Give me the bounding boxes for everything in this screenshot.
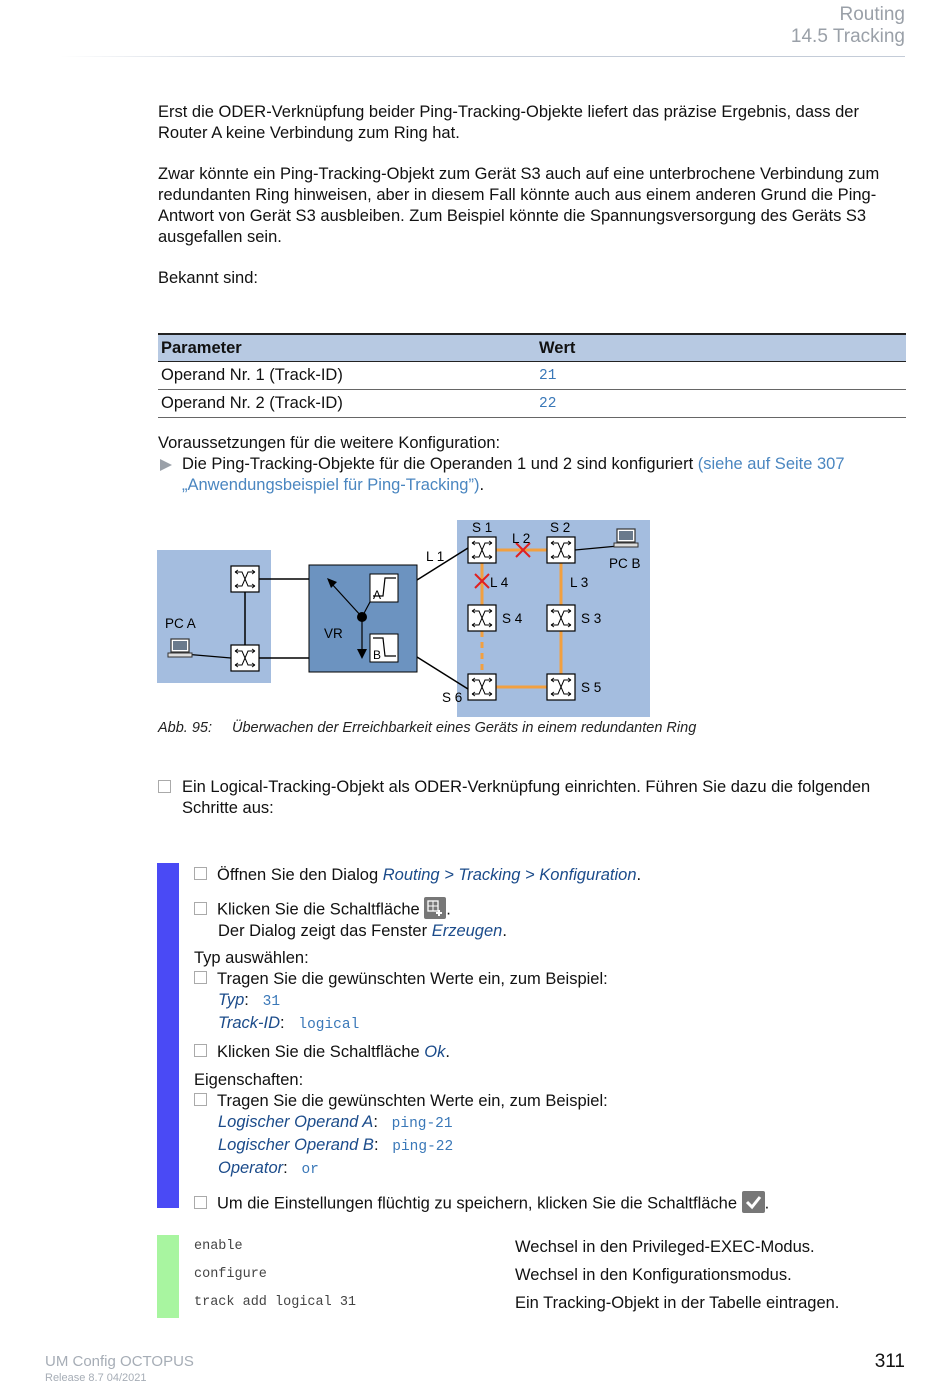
- cli-command: track add logical 31: [194, 1295, 357, 1310]
- label-pc-b: PC B: [609, 556, 641, 571]
- checkbox-icon: [194, 1196, 207, 1209]
- figure-caption-number: Abb. 95:: [158, 720, 213, 736]
- table-cell-value: 21: [536, 362, 906, 390]
- gui-step-enter-type: [194, 969, 894, 1036]
- switch-s4-icon: [468, 605, 496, 631]
- step-end: .: [764, 1194, 770, 1213]
- prereq-text: Die Ping-Tracking-Objekte für die Operanden 1 und 2 sind konfiguriert: [182, 455, 694, 473]
- field-typ: Typ: 31: [218, 991, 281, 1010]
- paragraph-intro: Erst die ODER-Verknüpfung beider Ping-Tracking-Objekte liefert das präzise Ergebnis, dass der Router A keine Verbindung zum Ring hat.: [158, 103, 859, 142]
- ok-button-name: Ok: [424, 1043, 446, 1061]
- prereq-link[interactable]: (siehe auf Seite 307 „Anwendungsbeispiel für Ping-Tracking”): [182, 455, 845, 494]
- prereq-end: .: [479, 476, 485, 494]
- cli-command: enable: [194, 1239, 243, 1254]
- label-l3: L 3: [570, 575, 589, 590]
- label-s3: S 3: [581, 611, 602, 626]
- cli-description: Wechsel in den Konfigurationsmodus.: [515, 1266, 792, 1284]
- step-end: .: [445, 1043, 450, 1061]
- gui-step-click-ok: [194, 1042, 894, 1063]
- step-end: .: [446, 900, 451, 919]
- field-operand-a: Logischer Operand A: ping-21: [218, 1113, 453, 1132]
- table-header-parameter: Parameter: [158, 334, 536, 362]
- step-end: .: [636, 866, 642, 884]
- field-value: ping-22: [392, 1139, 454, 1155]
- field-track-id: Track-ID: logical: [218, 1014, 360, 1033]
- cli-description: Ein Tracking-Objekt in der Tabelle eintragen.: [515, 1294, 840, 1312]
- checkbox-icon: [194, 971, 207, 984]
- field-label: Typ: [218, 991, 245, 1009]
- label-s1: S 1: [472, 520, 493, 535]
- step-text: Klicken Sie die Schaltfläche: [217, 1043, 425, 1061]
- label-vr: VR: [324, 626, 343, 641]
- paragraph-explanation: Zwar könnte ein Ping-Tracking-Objekt zum Gerät S3 auch auf eine unterbrochene Verbindung zum redundanten Ring hinweisen, aber in diesem Fall könnte auch aus einem anderen Grund die Ping-Antwort von Gerät S3 ausbleiben. Zum Beispiel könnte die Spannungsversorgung des Geräts S3 ausgefallen sein.: [158, 165, 880, 246]
- step-text: Um die Einstellungen flüchtig zu speichern, klicken Sie die Schaltfläche: [217, 1194, 742, 1213]
- checkbox-icon: [158, 780, 181, 798]
- step-text: Öffnen Sie den Dialog: [217, 866, 383, 884]
- gui-step-click-create: [194, 899, 894, 942]
- footer-product: UM Config OCTOPUS: [45, 1353, 194, 1370]
- label-s4: S 4: [502, 611, 523, 626]
- field-label: Logischer Operand A: [218, 1113, 374, 1131]
- pc-a-icon: [168, 639, 192, 657]
- label-l1: L 1: [426, 549, 445, 564]
- switch-icon: [231, 645, 259, 671]
- footer-release: Release 8.7 04/2021: [45, 1372, 147, 1384]
- label-l2: L 2: [512, 531, 531, 546]
- props-heading: Eigenschaften:: [194, 1071, 304, 1089]
- field-value: or: [301, 1162, 319, 1178]
- label-pc-a: PC A: [165, 616, 196, 631]
- checkbox-icon: [194, 902, 207, 915]
- switch-s3-icon: [547, 605, 575, 631]
- table-header-value: Wert: [536, 334, 906, 362]
- label-a: A: [373, 588, 382, 602]
- field-label: Track-ID: [218, 1014, 281, 1032]
- switch-s2-icon: [547, 537, 575, 563]
- field-value: ping-21: [391, 1116, 453, 1132]
- gui-marker-bar: [157, 863, 179, 1208]
- step-end: .: [502, 922, 507, 940]
- table-cell-parameter: Operand Nr. 2 (Track-ID): [158, 390, 536, 418]
- paragraph-known: Bekannt sind:: [158, 269, 258, 287]
- switch-icon: [231, 566, 259, 592]
- task-text: Ein Logical-Tracking-Objekt als ODER-Verknüpfung einrichten. Führen Sie dazu die folgenden Schritte aus:: [182, 778, 871, 817]
- step-text: Klicken Sie die Schaltfläche: [217, 900, 425, 919]
- step-text: Tragen Sie die gewünschten Werte ein, zum Beispiel:: [217, 1092, 608, 1110]
- dialog-path: Routing > Tracking > Konfiguration: [382, 866, 637, 884]
- field-value: logical: [298, 1017, 360, 1033]
- switch-s5-icon: [547, 674, 575, 700]
- typ-heading: Typ auswählen:: [194, 949, 309, 967]
- create-button-icon[interactable]: [424, 897, 446, 919]
- field-label: Operator: [218, 1159, 284, 1177]
- header-section: 14.5 Tracking: [790, 26, 905, 47]
- step-note: [194, 921, 894, 942]
- cli-description: Wechsel in den Privileged-EXEC-Modus.: [515, 1238, 815, 1256]
- field-value: 31: [262, 994, 281, 1010]
- gui-steps: [194, 865, 894, 1215]
- step-note-text: Der Dialog zeigt das Fenster: [218, 922, 432, 940]
- prereq-title: Voraussetzungen für die weitere Konfiguration:: [158, 434, 501, 452]
- checkbox-icon: [194, 1044, 207, 1057]
- cli-marker-bar: [157, 1235, 179, 1318]
- figure-caption-text: Überwachen der Erreichbarkeit eines Geräts in einem redundanten Ring: [232, 720, 697, 736]
- switch-s1-icon: [468, 537, 496, 563]
- checkbox-icon: [194, 867, 207, 880]
- field-label: Logischer Operand B: [218, 1136, 374, 1154]
- table-cell-value: 22: [536, 390, 906, 418]
- label-b: B: [373, 648, 382, 662]
- step-text: Tragen Sie die gewünschten Werte ein, zum Beispiel:: [217, 970, 608, 988]
- pc-b-icon: [614, 529, 638, 547]
- field-operand-b: Logischer Operand B: ping-22: [218, 1136, 454, 1155]
- table-cell-parameter: Operand Nr. 1 (Track-ID): [158, 362, 536, 390]
- switch-s6-icon: [468, 674, 496, 700]
- gui-step-open-dialog: [194, 865, 894, 886]
- window-name: Erzeugen: [431, 922, 503, 940]
- label-s6: S 6: [442, 690, 463, 705]
- field-operator: Operator: or: [218, 1159, 319, 1178]
- page-number: 311: [874, 1351, 905, 1372]
- checkbox-icon: [194, 1093, 207, 1106]
- save-button-icon[interactable]: [742, 1191, 765, 1213]
- header-chapter: Routing: [839, 4, 905, 25]
- gui-step-save: [194, 1193, 894, 1215]
- label-s5: S 5: [581, 680, 602, 695]
- label-s2: S 2: [550, 520, 571, 535]
- cli-command: configure: [194, 1267, 267, 1282]
- gui-step-enter-props: [194, 1091, 894, 1181]
- label-l4: L 4: [490, 575, 509, 590]
